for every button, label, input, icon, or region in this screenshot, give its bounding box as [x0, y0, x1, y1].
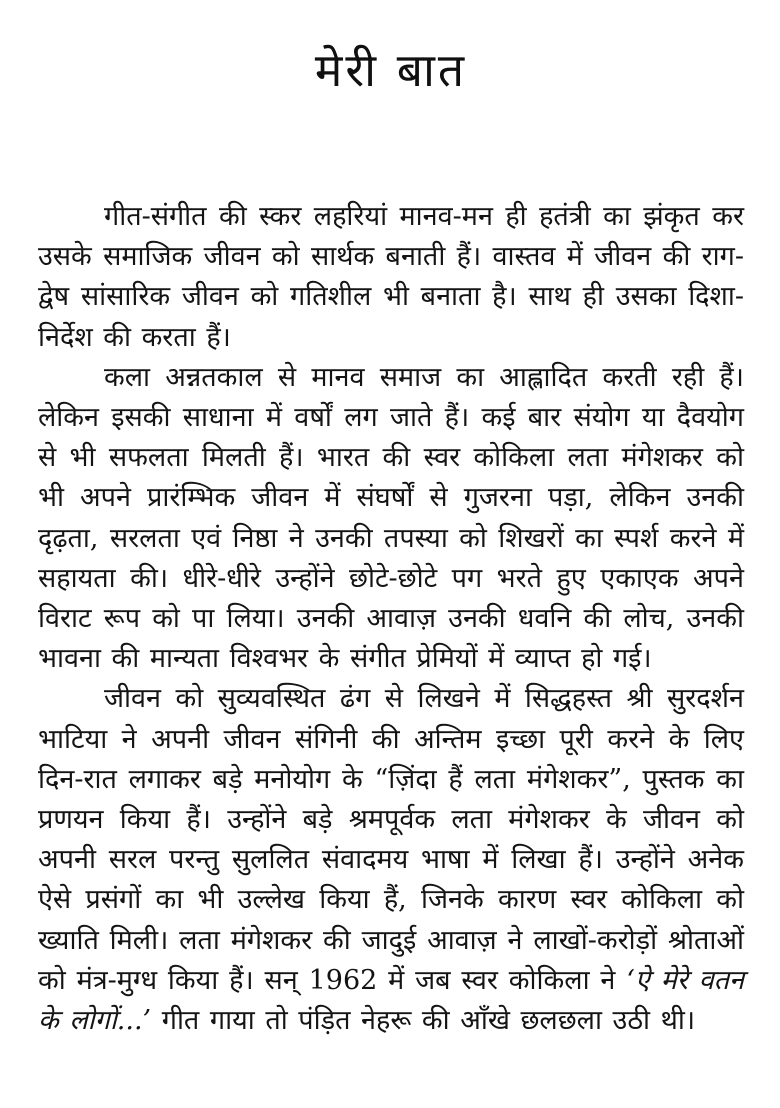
body-text — [38, 197, 744, 1041]
paragraph-text: गीत-संगीत की स्कर लहरियां मानव-मन ही हतंत्री का झंकृत कर उसके समाजिक जीवन को सार्थक बनाती हैं। वास्तव में जीवन की राग-द्वेष सांसारिक जीवन को गतिशील भी बनाता है। साथ ही उसका दिशा-निर्देश की करता हैं। — [38, 201, 744, 353]
paragraph-text: गीत गाया तो पंड़ित नेहरू की आँखे छलछला उठी थी। — [151, 1005, 696, 1037]
paragraph — [38, 197, 744, 358]
paragraph — [38, 679, 744, 1041]
paragraph-text: जीवन को सुव्यवस्थित ढंग से लिखने में सिद्धहस्त श्री सुरदर्शन भाटिया ने अपनी जीवन संगिनी की अन्तिम इच्छा पूरी करने के लिए दिन-रात लगाकर बड़े मनोयोग के “ज़िंदा हैं लता मंगेशकर”, पुस्तक का प्रणयन किया हैं। उन्होंने बड़े श्रमपूर्वक लता मंगेशकर के जीवन को अपनी सरल परन्तु सुललित संवादमय भाषा में लिखा हैं। उन्होंने अनेक ऐसे प्रसंगों का भी उल्लेख किया हैं, जिनके कारण स्वर कोकिला को ख्याति मिली। लता मंगेशकर की जादुई आवाज़ ने लाखों-करोड़ों श्रोताओं को मंत्र-मुग्ध किया हैं। सन् 1962 में जब स्वर कोकिला ने — [38, 683, 744, 996]
page-title: मेरी बात — [314, 43, 468, 97]
paragraph — [38, 358, 744, 680]
song-title-quote: ‘ऐ मेरे वतन के लोगों...’ — [38, 964, 744, 1037]
paragraph-text: कला अन्नतकाल से मानव समाज का आह्लादित करती रही हैं। लेकिन इसकी साधाना में वर्षों लग जाते हैं। कई बार संयोग या दैवयोग से भी सफलता मिलती हैं। भारत की स्वर कोकिला लता मंगेशकर को भी अपने प्रारंम्भिक जीवन में संघर्षों से गुजरना पड़ा, लेकिन उनकी दृढ़ता, सरलता एवं निष्ठा ने उनकी तपस्या को शिखरों का स्पर्श करने में सहायता की। धीरे-धीरे उन्होंने छोटे-छोटे पग भरते हुए एकाएक अपने विराट रूप को पा लिया। उनकी आवाज़ उनकी धवनि की लोच, उनकी भावना की मान्यता विश्वभर के संगीत प्रेमियों में व्याप्त हो गई। — [38, 361, 744, 675]
